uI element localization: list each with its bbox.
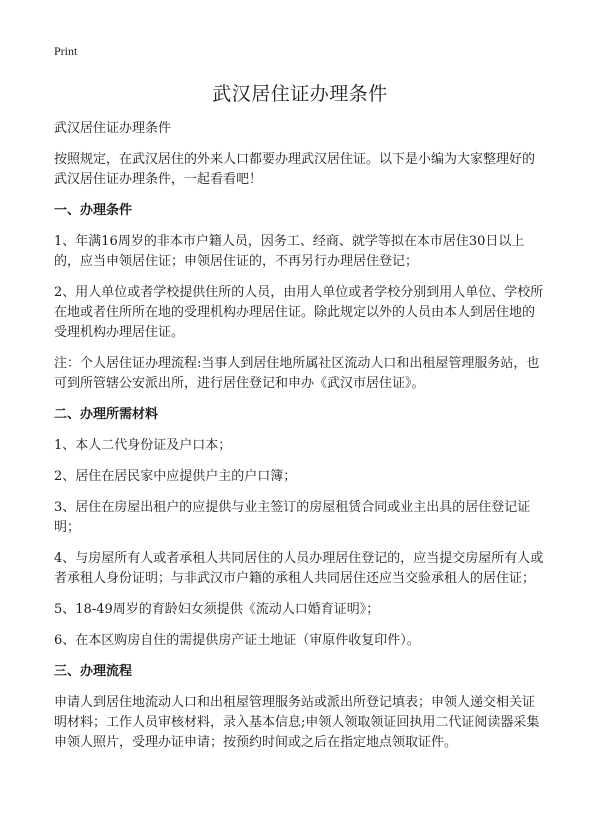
list-item: 5、18-49周岁的育龄妇女须提供《流动人口婚育证明》； (54, 602, 380, 617)
subtitle: 武汉居住证办理条件 (54, 121, 172, 136)
section-heading-process: 三、办理流程 (54, 664, 133, 679)
list-item: 4、与房屋所有人或者承租人共同居住的人员办理居住登记的，应当提交房屋所有人或者承租人身份证明；与非武汉市户籍的承租人共同居住还应当交验承租人的居住证； (54, 551, 544, 586)
list-item: 3、居住在房屋出租户的应提供与业主签订的房屋租赁合同或业主出具的居住登记证明； (54, 500, 531, 535)
section-heading-conditions: 一、办理条件 (54, 203, 133, 218)
paragraph: 1、年满16周岁的非本市户籍人员，因务工、经商、就学等拟在本市居住30日以上的，应当申领居住证；申领居住证的，不再另行办理居住登记； (54, 234, 525, 269)
list-item: 2、居住在居民家中应提供户主的户口簿； (54, 469, 297, 484)
page-title: 武汉居住证办理条件 (212, 83, 388, 105)
paragraph: 申请人到居住地流动人口和出租屋管理服务站或派出所登记填表；申领人递交相关证明材料；工作人员审核材料，录入基本信息;申领人领取领证回执用二代证阅读器采集申领人照片，受理办证申请；按预约时间或之后在指定地点领取证件。 (54, 695, 540, 750)
intro-paragraph: 按照规定，在武汉居住的外来人口都要办理武汉居住证。以下是小编为大家整理好的武汉居住证办理条件，一起看看吧！ (54, 152, 536, 187)
list-item: 6、在本区购房自住的需提供房产证土地证（审原件收复印件）。 (54, 633, 420, 648)
print-link[interactable]: Print (54, 44, 78, 58)
section-heading-materials: 二、办理所需材料 (54, 407, 159, 422)
paragraph: 2、用人单位或者学校提供住所的人员，由用人单位或者学校分别到用人单位、学校所在地或者住所所在地的受理机构办理居住证。除此规定以外的人员由本人到居住地的受理机构办理居住证。 (54, 285, 544, 340)
note-paragraph: 注：个人居住证办理流程:当事人到居住地所属社区流动人口和出租屋管理服务站，也可到所管辖公安派出所，进行居住登记和申办《武汉市居住证》。 (54, 356, 540, 391)
list-item: 1、本人二代身份证及户口本； (54, 438, 232, 453)
